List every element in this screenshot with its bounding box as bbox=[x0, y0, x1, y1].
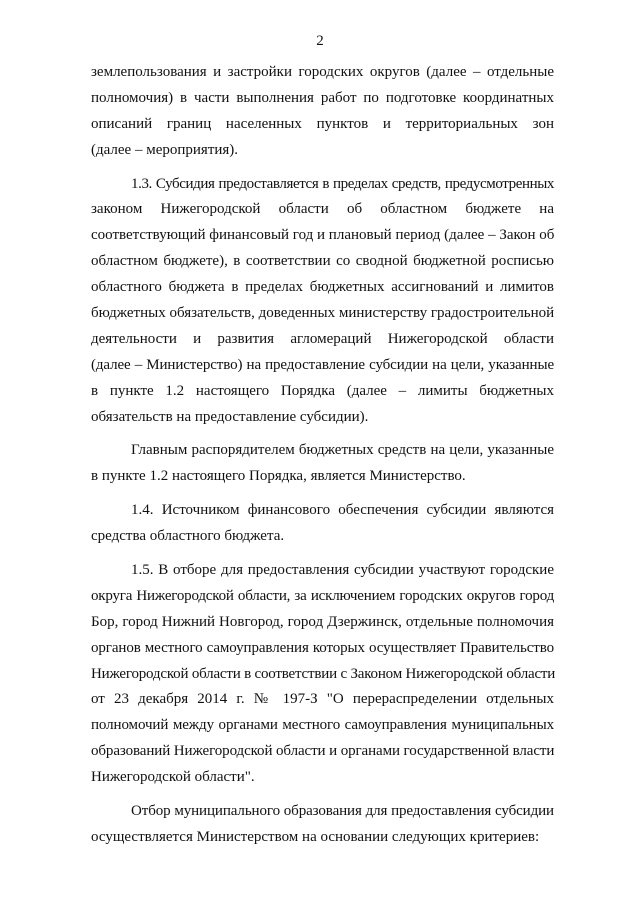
text-line: в пункте 1.2 настоящего Порядка, является Министерство. bbox=[91, 468, 466, 485]
text-line: образований Нижегородской области и органами государственной власти bbox=[91, 743, 555, 760]
text-line: от 23 декабря 2014 г. № 197-З "О перераспределении отдельных bbox=[91, 691, 554, 708]
text-line: областном бюджете), в соответствии со сводной бюджетной росписью bbox=[91, 253, 554, 270]
text-line: землепользования и застройки городских округов (далее – отдельные bbox=[91, 64, 554, 80]
document-body bbox=[91, 60, 554, 851]
text-line: соответствующий финансовый год и плановый период (далее – Закон об bbox=[91, 227, 555, 244]
text-line: бюджетных обязательств, доведенных министерству градостроительной bbox=[91, 305, 555, 322]
text-line: Отбор муниципального образования для предоставления субсидии bbox=[131, 803, 554, 820]
text-line: полномочия) в части выполнения работ по подготовке координатных bbox=[91, 89, 554, 106]
text-line: осуществляется Министерством на основании следующих критериев: bbox=[91, 828, 540, 845]
text-line: округа Нижегородской области, за исключением городских округов город bbox=[91, 587, 554, 604]
text-line: 1.3. Субсидия предоставляется в пределах средств, предусмотренных bbox=[131, 175, 554, 192]
text-line: Главным распорядителем бюджетных средств на цели, указанные bbox=[131, 442, 554, 459]
paragraph-1-5 bbox=[91, 558, 554, 791]
paragraph-selection bbox=[91, 799, 554, 851]
text-line: обязательств на предоставление субсидии). bbox=[91, 408, 369, 425]
text-line: областного бюджета в пределах бюджетных ассигнований и лимитов bbox=[91, 279, 554, 296]
text-line: 1.4. Источником финансового обеспечения субсидии являются bbox=[131, 502, 554, 519]
text-line: законом Нижегородской области об областном бюджете на bbox=[91, 201, 554, 218]
text-line: средства областного бюджета. bbox=[91, 528, 285, 545]
text-line: Нижегородской области". bbox=[91, 769, 255, 786]
text-line: органов местного самоуправления которых осуществляет Правительство bbox=[91, 639, 554, 656]
text-line: Бор, город Нижний Новгород, город Дзержинск, отдельные полномочия bbox=[91, 613, 554, 630]
page-number: 2 bbox=[316, 33, 324, 49]
paragraph-1-4 bbox=[91, 498, 554, 550]
text-line: деятельности и развития агломераций Нижегородской области bbox=[91, 330, 554, 347]
text-line: описаний границ населенных пунктов и территориальных зон bbox=[91, 115, 554, 132]
text-line: (далее – мероприятия). bbox=[91, 141, 239, 158]
text-line: в пункте 1.2 настоящего Порядка (далее – лимиты бюджетных bbox=[91, 382, 554, 399]
text-line: полномочий между органами местного самоуправления муниципальных bbox=[91, 717, 554, 734]
text-line: Нижегородской области в соответствии с Законом Нижегородской области bbox=[91, 665, 556, 682]
text-line: 1.5. В отборе для предоставления субсидии участвуют городские bbox=[131, 562, 554, 579]
paragraph-main-manager bbox=[91, 438, 554, 490]
text-line: (далее – Министерство) на предоставление субсидии на цели, указанные bbox=[91, 356, 554, 373]
paragraph-continuation bbox=[91, 60, 554, 164]
paragraph-1-3 bbox=[91, 172, 554, 431]
